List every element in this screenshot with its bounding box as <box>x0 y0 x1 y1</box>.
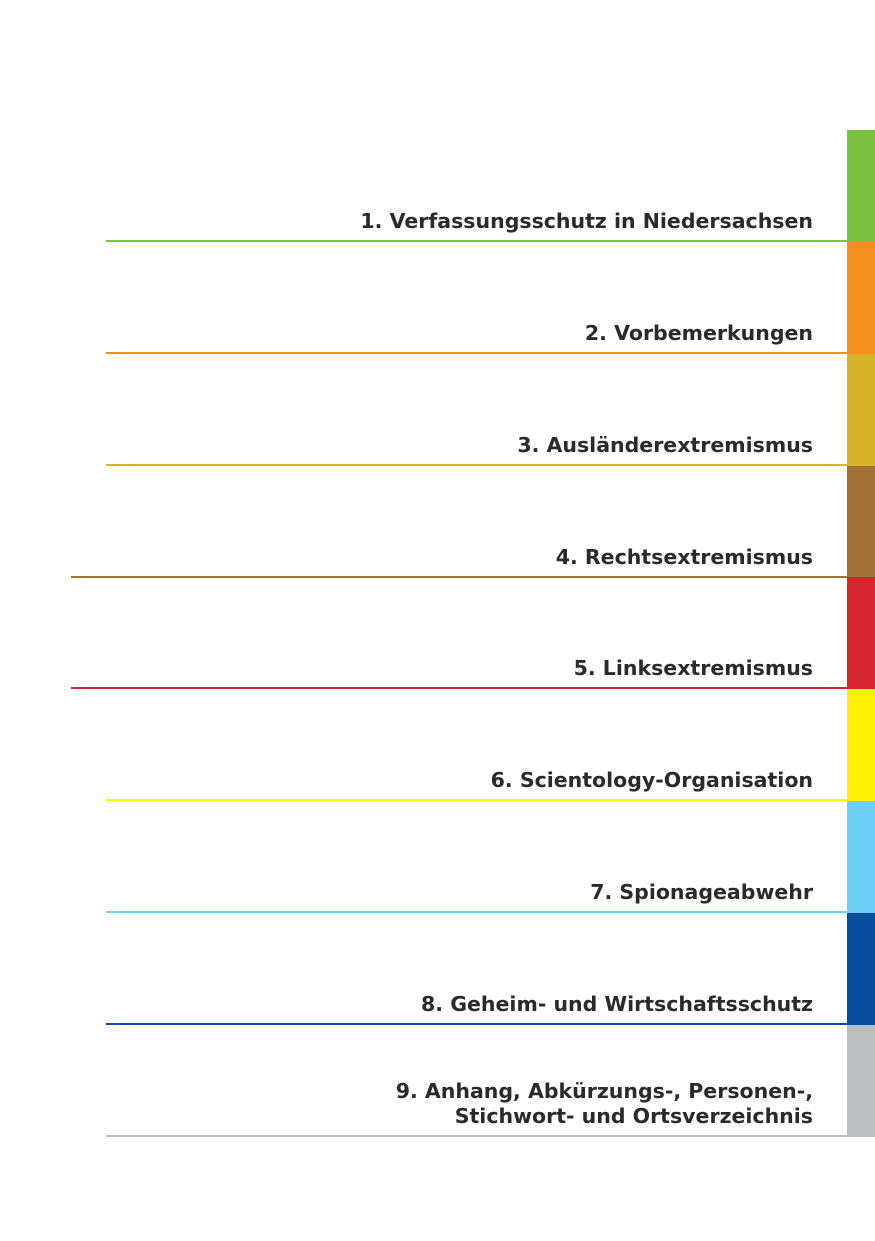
section-title: 3. Ausländerextremismus <box>517 433 813 457</box>
section-title: 2. Vorbemerkungen <box>584 321 813 345</box>
section-color-tab <box>847 801 875 913</box>
section-color-tab <box>847 689 875 801</box>
toc-entry-vorbemerkungen[interactable] <box>106 242 875 354</box>
section-title: 1. Verfassungsschutz in Niedersachsen <box>360 209 813 233</box>
toc-entry-geheimschutz[interactable] <box>106 913 875 1025</box>
section-color-tab <box>847 913 875 1025</box>
section-title: 8. Geheim- und Wirtschaftsschutz <box>421 992 813 1016</box>
toc-entry-rechtsextremismus[interactable] <box>71 466 875 578</box>
section-color-tab <box>847 577 875 689</box>
toc-entry-anhang[interactable] <box>106 1025 875 1137</box>
toc-entry-linksextremismus[interactable] <box>71 577 875 689</box>
section-color-tab <box>847 466 875 578</box>
section-title: 7. Spionageabwehr <box>590 880 813 904</box>
toc-entry-spionageabwehr[interactable] <box>106 801 875 913</box>
section-color-tab <box>847 242 875 354</box>
section-rule <box>106 1135 847 1137</box>
section-title: 6. Scientology-Organisation <box>490 768 813 792</box>
section-title: 5. Linksextremismus <box>573 656 813 680</box>
section-color-tab <box>847 354 875 466</box>
toc-entry-auslaenderextremismus[interactable] <box>106 354 875 466</box>
section-color-tab <box>847 130 875 242</box>
section-color-tab <box>847 1025 875 1137</box>
toc-entry-scientology[interactable] <box>106 689 875 801</box>
section-title: 9. Anhang, Abkürzungs-, Personen-, Stichwort- und Ortsverzeichnis <box>395 1079 813 1128</box>
toc-entry-verfassungsschutz[interactable] <box>106 130 875 242</box>
section-title: 4. Rechtsextremismus <box>555 545 813 569</box>
